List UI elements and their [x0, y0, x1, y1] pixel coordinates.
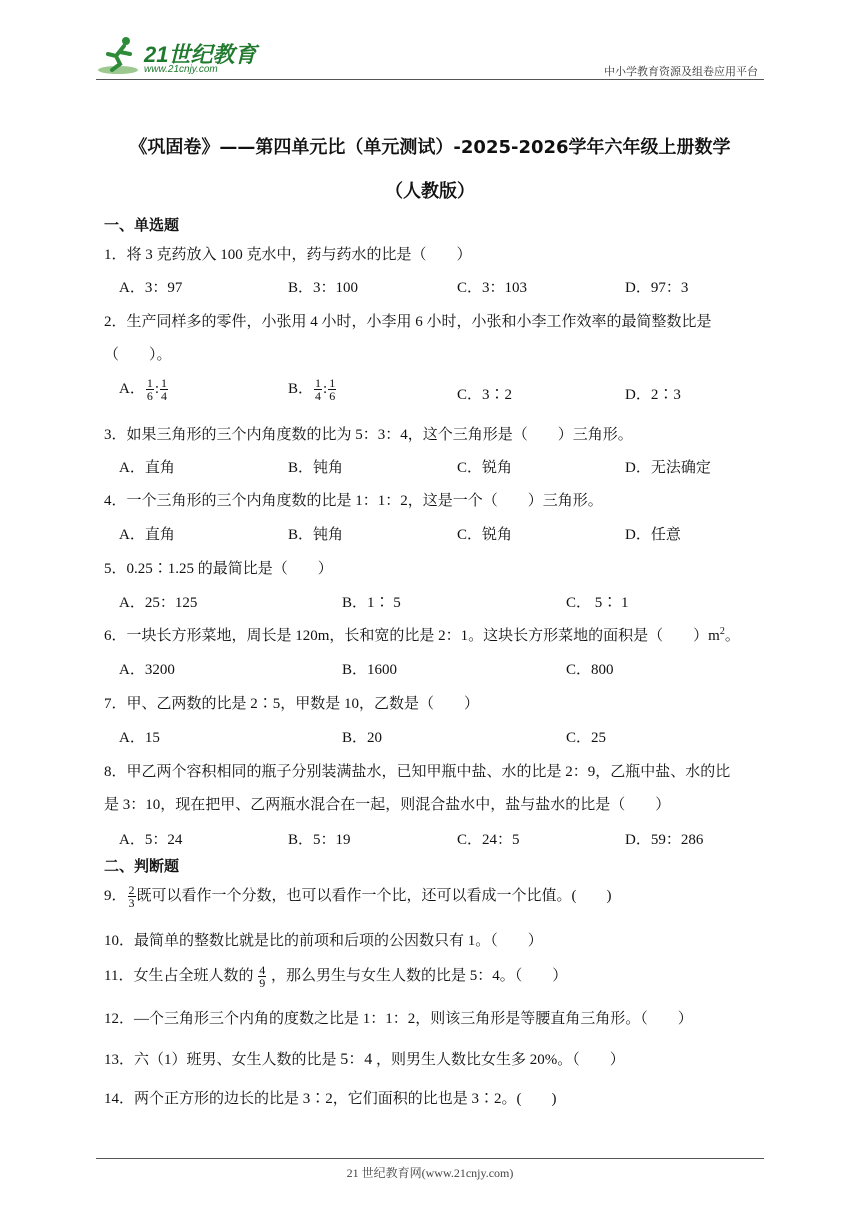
site-logo: [96, 34, 266, 78]
question-5: 5．0.25∶1.25 的最简比是（ ）: [104, 561, 333, 577]
question-2-cont: （ ）。: [104, 347, 172, 363]
question-3: 3．如果三角形的三个内角度数的比为 5：3：4，这个三角形是（ ）三角形。: [104, 427, 633, 443]
q11-text-end: ，那么男生与女生人数的比是 5：4。（ ）: [270, 968, 568, 984]
q2-option-d: D．2∶3: [625, 387, 681, 403]
question-14: 14．两个正方形的边长的比是 3∶2，它们面积的比也是 3∶2。( ): [104, 1091, 557, 1107]
section-heading-true-false: 二、判断题: [104, 857, 180, 875]
question-6: [104, 624, 740, 645]
question-13: [104, 1046, 625, 1069]
q13-ratio: 5：4: [340, 1051, 373, 1068]
numerator: 1: [329, 376, 336, 391]
q4-option-d: D．任意: [625, 527, 681, 543]
denominator: 9: [259, 976, 266, 991]
q4-option-b: B．钝角: [288, 527, 344, 543]
q1-option-c: C．3：103: [457, 280, 528, 296]
denominator: 4: [161, 389, 168, 404]
question-8-cont: 是 3：10，现在把甲、乙两瓶水混合在一起，则混合盐水中，盐与盐水的比是（ ）: [104, 797, 671, 813]
q6-text: 6．一块长方形菜地，周长是 120m，长和宽的比是 2：1。这块长方形菜地的面积是（ ）m: [104, 628, 720, 644]
fraction: [258, 964, 266, 989]
q6-superscript: 2: [719, 626, 725, 637]
question-8: 8．甲乙两个容积相同的瓶子分别装满盐水，已知甲瓶中盐、水的比是 2：9，乙瓶中盐、水的比: [104, 764, 731, 780]
question-10: 10．最简单的整数比就是比的前项和后项的公因数只有 1。（ ）: [104, 933, 543, 949]
q6-end: 。: [724, 628, 740, 644]
fraction: [314, 377, 322, 402]
q5-option-a: A．25：125: [119, 595, 198, 611]
q13-text-start: 13．六（1）班男、女生人数的比是: [104, 1052, 337, 1068]
footer-divider: [96, 1158, 764, 1159]
logo-text: 21世纪教育: [144, 42, 257, 67]
q2-option-b: B． $\frac{1}{4}$ : $\frac{1}{6}$: [288, 376, 336, 404]
numerator: 1: [161, 376, 168, 391]
q11-text-start: 11．女生占全班人数的: [104, 968, 254, 984]
q2-option-a: A． $\frac{1}{6}$ : $\frac{1}{4}$: [119, 376, 168, 404]
q8-option-c: C．24：5: [457, 832, 520, 848]
denominator: 6: [329, 389, 336, 404]
header-platform-text: 中小学教育资源及组卷应用平台: [604, 65, 758, 78]
numerator: 2: [128, 883, 135, 898]
q6-option-b: B．1600: [342, 662, 398, 678]
q4-option-c: C．锐角: [457, 527, 513, 543]
numerator: 1: [315, 376, 322, 391]
q2-a-label: A．: [119, 381, 145, 397]
q8-option-a: A．5：24: [119, 832, 183, 848]
denominator: 6: [146, 389, 153, 404]
question-7: 7．甲、乙两数的比是 2∶5，甲数是 10，乙数是（ ）: [104, 696, 480, 712]
logo-url: www.21cnjy.com: [144, 64, 218, 75]
question-1: 1．将 3 克药放入 100 克水中，药与药水的比是（ ）: [104, 247, 472, 263]
q3-option-a: A．直角: [119, 460, 175, 476]
document-subtitle: （人教版）: [385, 181, 475, 202]
document-title: 《巩固卷》——第四单元比（单元测试）-2025-2026学年六年级上册数学: [129, 137, 731, 158]
q2-b-label: B．: [288, 381, 314, 397]
q6-option-a: A．3200: [119, 662, 175, 678]
denominator: 4: [315, 389, 322, 404]
q3-option-c: C．锐角: [457, 460, 513, 476]
numerator: 1: [146, 376, 153, 391]
fraction: [160, 377, 168, 402]
fraction: [146, 377, 154, 402]
q7-option-b: B．20: [342, 730, 383, 746]
q1-option-a: A．3：97: [119, 280, 183, 296]
q9-number: 9．: [104, 888, 127, 904]
footer-text: 21 世纪教育网(www.21cnjy.com): [346, 1166, 514, 1180]
q3-option-d: D．无法确定: [625, 460, 711, 476]
q6-option-c: C．800: [566, 662, 614, 678]
q5-option-c: C． 5∶ 1: [566, 595, 629, 611]
question-12: 12．—个三角形三个内角的度数之比是 1：1：2，则该三角形是等腰直角三角形。（ ）: [104, 1011, 693, 1027]
q13-text-end: ，则男生人数比女生多 20%。（ ）: [376, 1052, 625, 1068]
header-divider: [96, 79, 764, 80]
q3-option-b: B．钝角: [288, 460, 344, 476]
question-4: 4．一个三角形的三个内角度数的比是 1：1：2，这是一个（ ）三角形。: [104, 493, 603, 509]
question-2: 2．生产同样多的零件，小张用 4 小时，小李用 6 小时，小张和小李工作效率的最简整数比是: [104, 314, 712, 330]
q2-option-c: C．3∶2: [457, 387, 513, 403]
numerator: 4: [259, 963, 266, 978]
fraction: [328, 377, 336, 402]
q7-option-a: A．15: [119, 730, 160, 746]
q8-option-b: B．5：19: [288, 832, 351, 848]
section-heading-single-choice: 一、单选题: [104, 216, 180, 234]
fraction: [128, 884, 136, 909]
q8-option-d: D．59：286: [625, 832, 704, 848]
q5-option-b: B．1∶ 5: [342, 595, 401, 611]
q9-text: 既可以看作一个分数，也可以看作一个比，还可以看成一个比值。( ): [136, 888, 612, 904]
runner-logo-icon: [96, 34, 142, 76]
q4-option-a: A．直角: [119, 527, 175, 543]
denominator: 3: [128, 896, 135, 911]
q1-option-d: D．97：3: [625, 280, 689, 296]
question-11: [104, 964, 567, 989]
q1-option-b: B．3：100: [288, 280, 359, 296]
q7-option-c: C．25: [566, 730, 607, 746]
question-9: [104, 884, 612, 909]
